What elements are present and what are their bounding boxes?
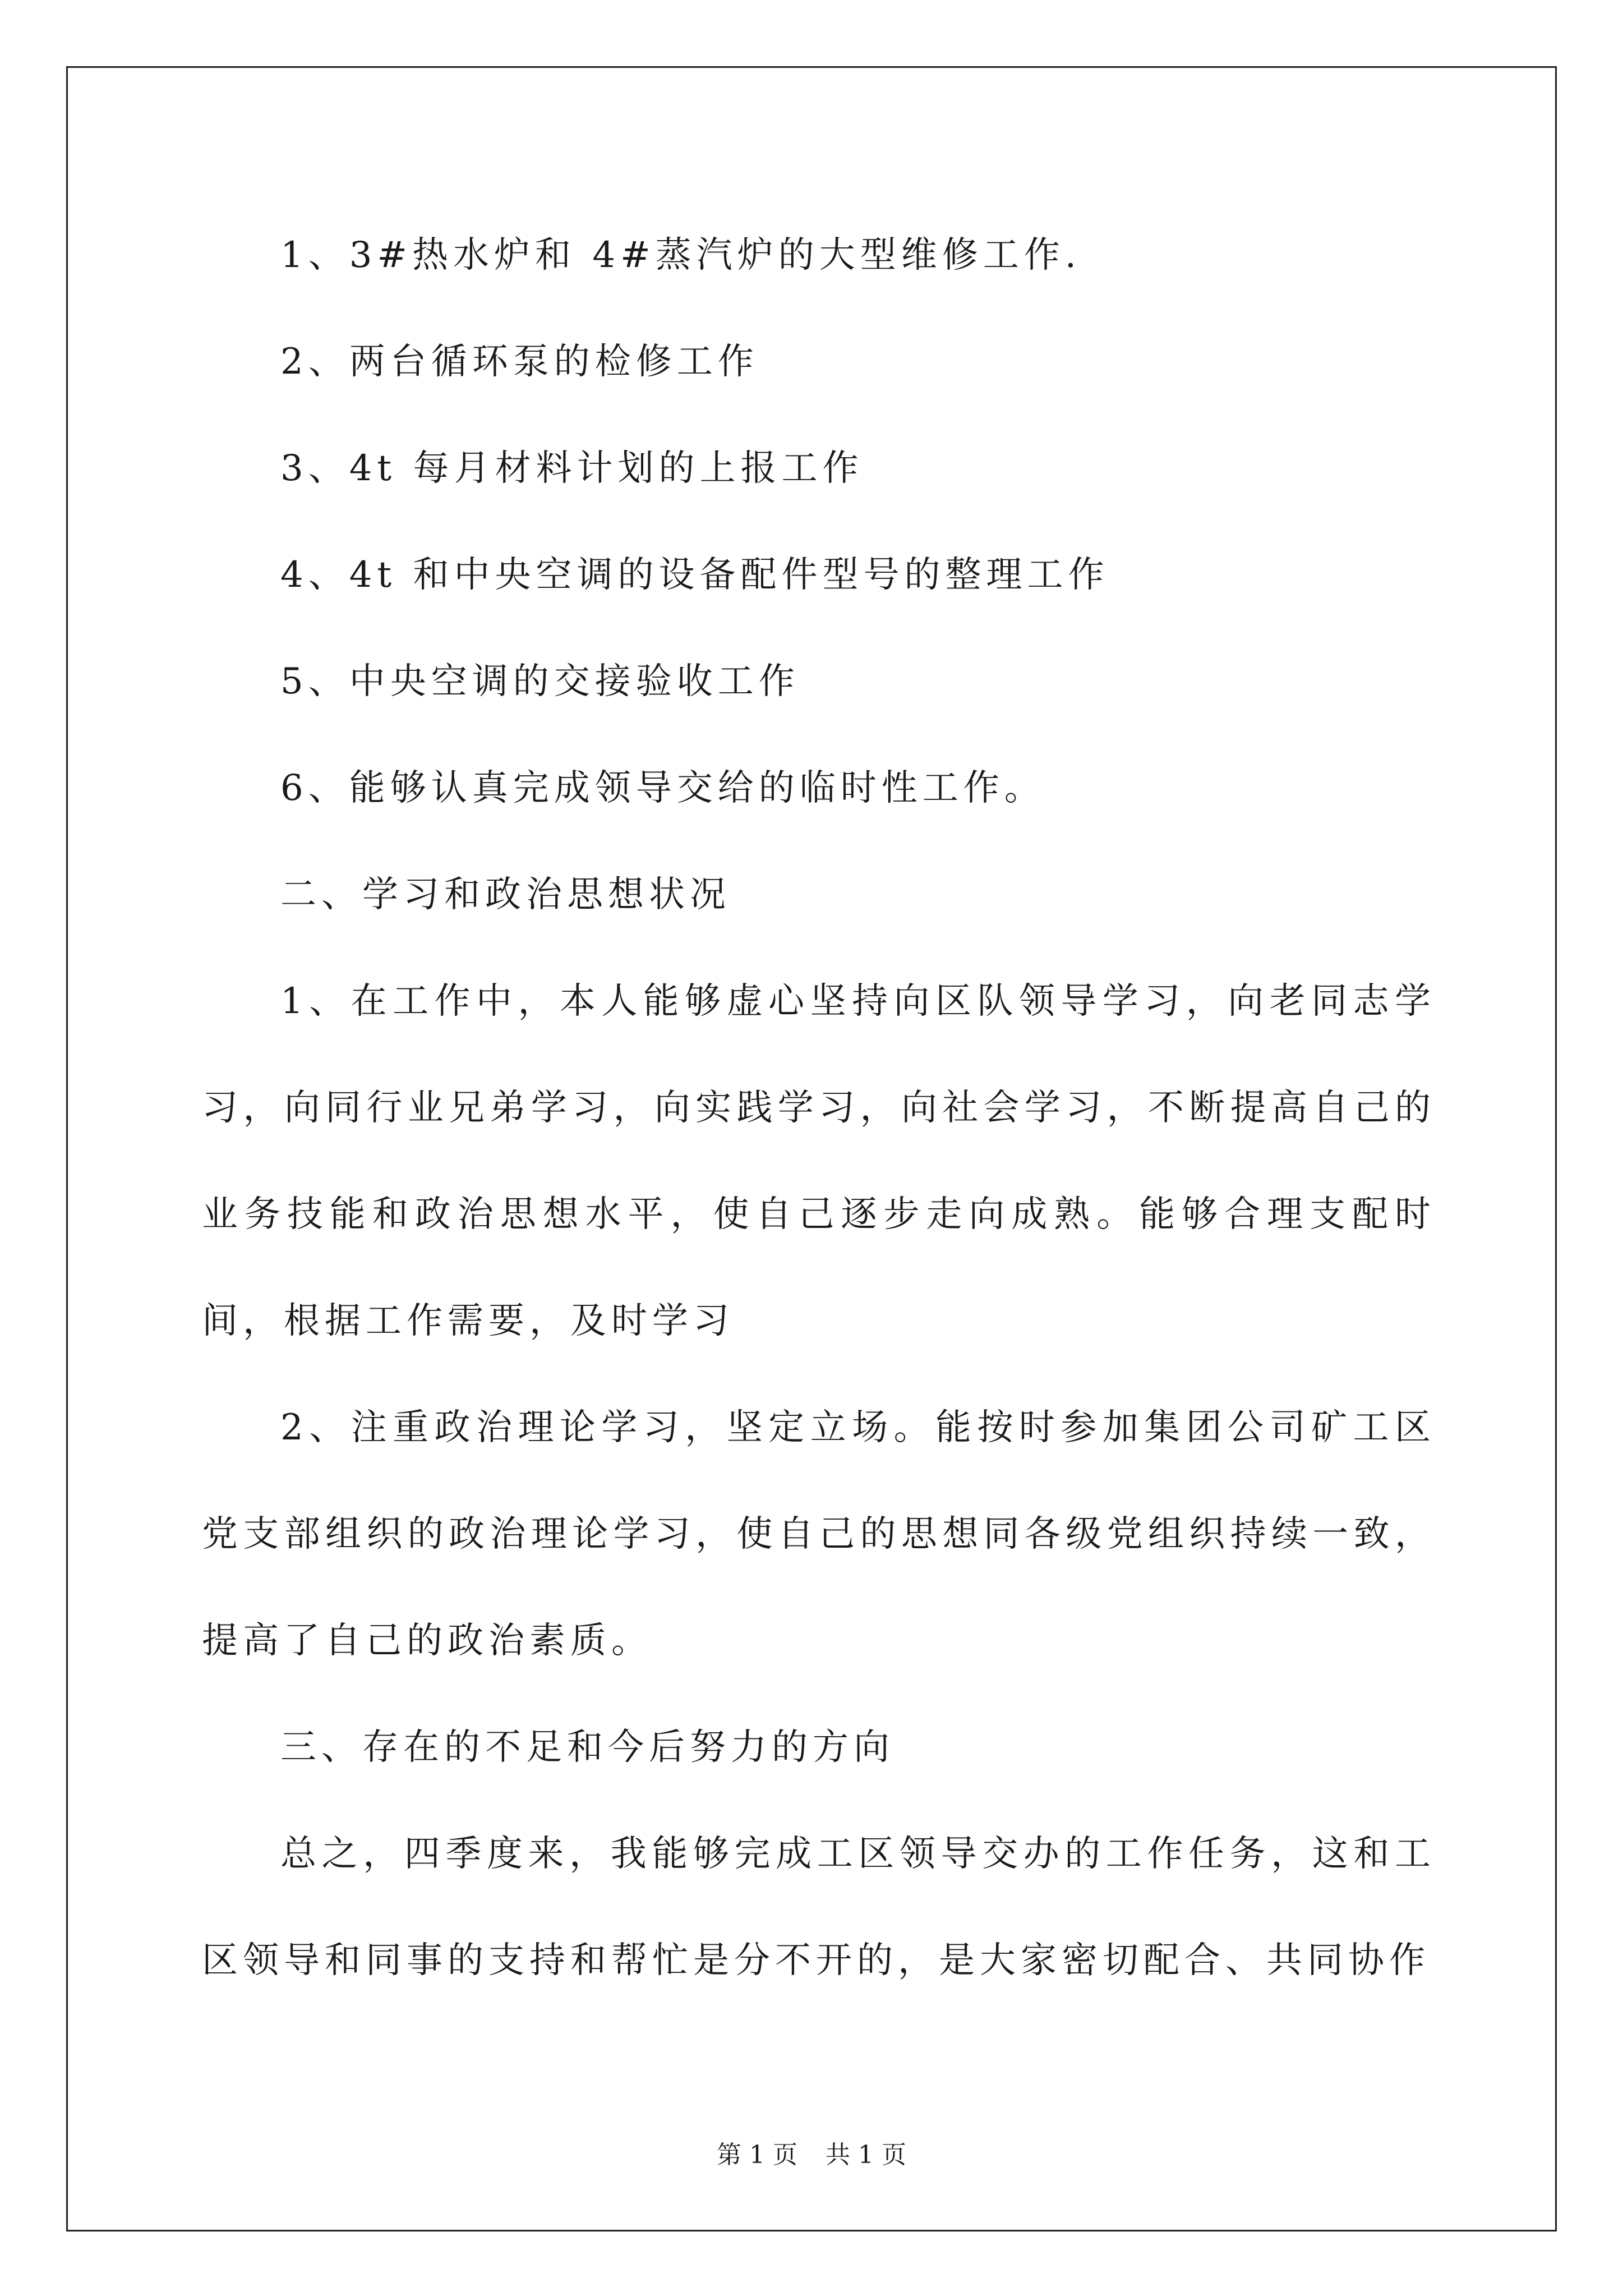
paragraph: 2、注重政治理论学习，坚定立场。能按时参加集团公司矿工区党支部组织的政治理论学习，使自己的思想同各级党组织持续一致，提高了自己的政治素质。 — [202, 1407, 1436, 1662]
page-footer — [0, 2134, 1623, 2170]
page-number: 第 1 页 — [717, 2141, 797, 2169]
list-item: 6、能够认真完成领导交给的临时性工作。 — [280, 767, 1045, 809]
section-heading: 二、学习和政治思想状况 — [280, 874, 731, 915]
paragraph: 总之，四季度来，我能够完成工区领导交办的工作任务，这和工区领导和同事的支持和帮忙是分不开的，是大家密切配合、共同协作 — [202, 1833, 1436, 1981]
paragraph: 1、在工作中，本人能够虚心坚持向区队领导学习，向老同志学习，向同行业兄弟学习，向实践学习，向社会学习，不断提高自己的业务技能和政治思想水平，使自己逐步走向成熟。能够合理支配时间，根据工作需要，及时学习 — [202, 981, 1436, 1342]
list-item: 5、中央空调的交接验收工作 — [280, 661, 800, 702]
section-heading: 三、存在的不足和今后努力的方向 — [280, 1727, 895, 1768]
list-item: 4、4t 和中央空调的设备配件型号的整理工作 — [280, 554, 1109, 596]
document-body — [202, 202, 1436, 2014]
list-item: 2、两台循环泵的检修工作 — [280, 341, 759, 383]
page-total: 共 1 页 — [826, 2141, 906, 2169]
list-item: 1、3#热水炉和 4#蒸汽炉的大型维修工作. — [280, 234, 1082, 276]
list-item: 3、4t 每月材料计划的上报工作 — [280, 448, 864, 489]
